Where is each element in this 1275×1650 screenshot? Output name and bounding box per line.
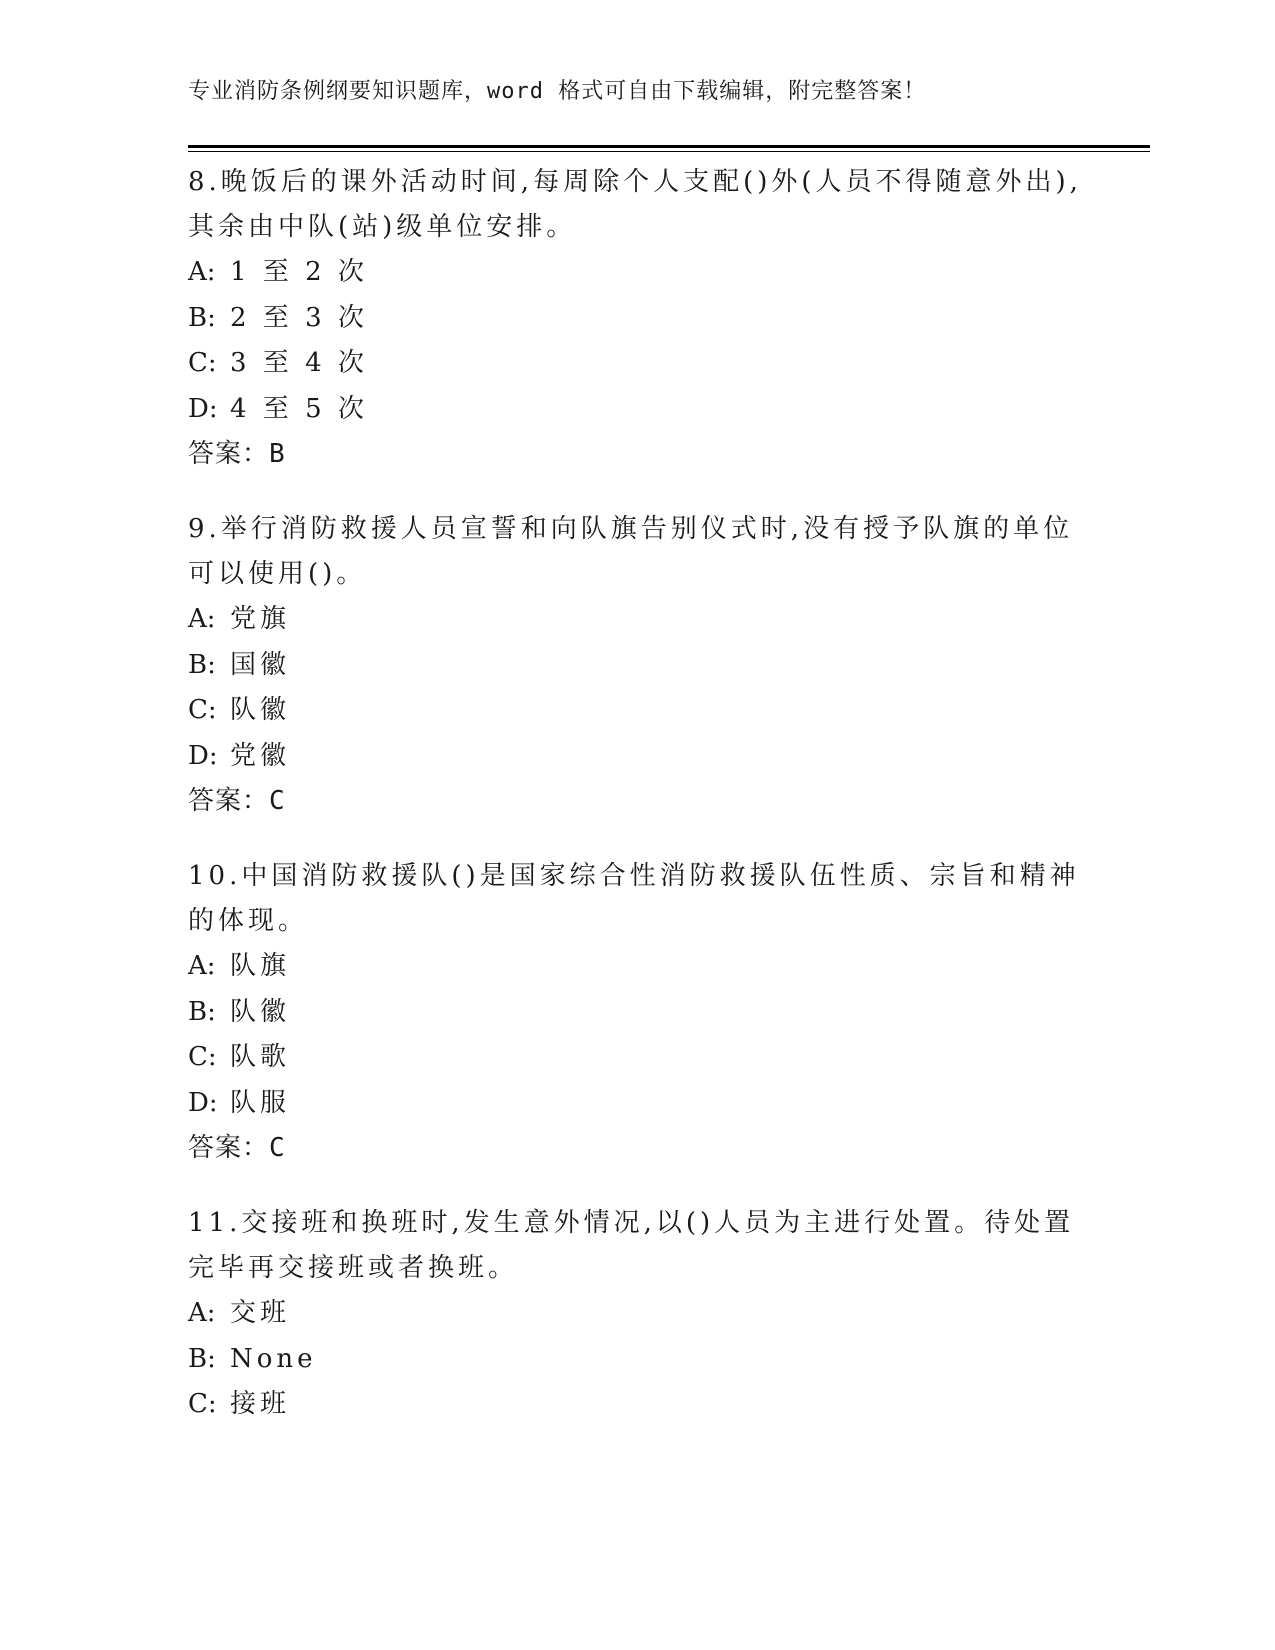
option-c [188, 1382, 1088, 1428]
option-a [188, 1291, 1088, 1337]
option-d [188, 734, 1088, 780]
option-b [188, 296, 1088, 342]
option-c [188, 1035, 1088, 1081]
option-text: 队歌 [230, 1042, 291, 1072]
question-item [188, 1201, 1088, 1428]
option-text: 队徽 [230, 996, 291, 1027]
option-letter: B: [188, 302, 216, 333]
option-letter: A: [188, 1298, 216, 1328]
question-text: 9.举行消防救援人员宣誓和向队旗告别仪式时,没有授予队旗的单位可以使用()。 [188, 514, 1074, 589]
option-letter: A: [188, 951, 216, 981]
answer-line [188, 779, 1088, 824]
option-text: None [230, 1343, 317, 1374]
header-rule-thin [188, 151, 1150, 152]
option-a [188, 944, 1088, 990]
option-letter: A: [188, 257, 216, 287]
option-text: 1 至 2 次 [230, 257, 368, 287]
question-text: 8.晚饭后的课外活动时间,每周除个人支配()外(人员不得随意外出),其余由中队(站)级单位安排。 [188, 167, 1082, 242]
option-text: 党徽 [230, 740, 291, 771]
option-b [188, 1337, 1088, 1383]
option-letter: D: [188, 1087, 218, 1118]
option-text: 队服 [230, 1087, 291, 1118]
option-letter: C: [188, 1042, 217, 1072]
option-text: 交班 [230, 1298, 291, 1328]
option-text: 党旗 [230, 604, 291, 634]
page-header: 专业消防条例纲要知识题库，word 格式可自由下载编辑，附完整答案！ [188, 79, 927, 104]
option-letter: A: [188, 604, 216, 634]
option-text: 国徽 [230, 649, 291, 680]
option-a [188, 250, 1088, 296]
question-list [188, 160, 1088, 1458]
answer-value: C [269, 1133, 286, 1163]
option-text: 4 至 5 次 [230, 393, 368, 424]
option-letter: C: [188, 348, 217, 378]
option-text: 3 至 4 次 [230, 348, 368, 378]
answer-label: 答案： [188, 786, 270, 816]
option-d [188, 1081, 1088, 1127]
question-text: 11.交接班和换班时,发生意外情况,以()人员为主进行处置。待处置完毕再交接班或者换班。 [188, 1208, 1075, 1283]
option-letter: D: [188, 740, 218, 771]
option-b [188, 643, 1088, 689]
option-letter: B: [188, 1343, 216, 1374]
question-item [188, 160, 1088, 477]
answer-value: B [269, 439, 286, 469]
question-text: 10.中国消防救援队()是国家综合性消防救援队伍性质、宗旨和精神的体现。 [188, 861, 1080, 936]
answer-label: 答案： [188, 1133, 270, 1163]
question-item [188, 854, 1088, 1171]
option-text: 2 至 3 次 [230, 302, 368, 333]
option-text: 接班 [230, 1389, 291, 1419]
answer-line [188, 432, 1088, 477]
option-letter: C: [188, 1389, 217, 1419]
option-text: 队旗 [230, 951, 291, 981]
option-c [188, 341, 1088, 387]
answer-value: C [269, 786, 286, 816]
option-d [188, 387, 1088, 433]
answer-line [188, 1126, 1088, 1171]
option-letter: B: [188, 649, 216, 680]
option-c [188, 688, 1088, 734]
option-letter: D: [188, 393, 218, 424]
option-a [188, 597, 1088, 643]
option-letter: C: [188, 695, 217, 725]
option-b [188, 990, 1088, 1036]
option-text: 队徽 [230, 695, 291, 725]
option-letter: B: [188, 996, 216, 1027]
question-item [188, 507, 1088, 824]
header-rule-thick [188, 145, 1150, 148]
answer-label: 答案： [188, 439, 270, 469]
